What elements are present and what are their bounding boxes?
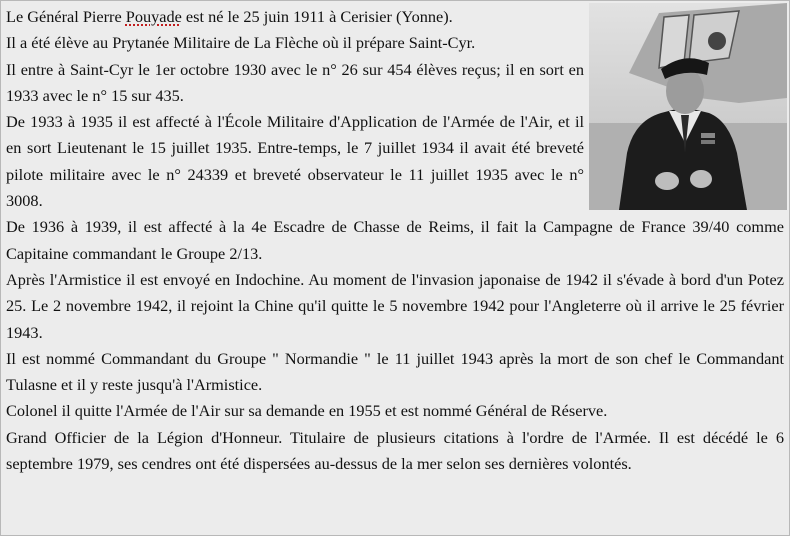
paragraph-saint-cyr: Il entre à Saint-Cyr le 1er octobre 1930 avec le n° 26 sur 454 élèves reçus; il en sort en 1933 avec le n° 15 sur 435.: [6, 59, 584, 105]
paragraph-birth: [6, 4, 584, 30]
paragraph-escadre: De 1936 à 1939, il est affecté à la 4e Escadre de Chasse de Reims, il fait la Campagne de France 39/40 comme Capitaine commandant le Groupe 2/13.: [6, 217, 784, 263]
biography-text: [6, 4, 784, 477]
spellcheck-underlined-name: Pouyade: [125, 7, 182, 26]
paragraph-ecole-militaire: De 1933 à 1935 il est affecté à l'École Militaire d'Application de l'Armée de l'Air, et il en sort Lieutenant le 15 juillet 1935. Entre-temps, le 7 juillet 1934 il avait été breveté pilote militaire avec le n° 24339 et breveté observateur le 11 juillet 1935 avec le n° 3008.: [6, 112, 584, 211]
paragraph-legion-honneur: Grand Officier de la Légion d'Honneur. Titulaire de plusieurs citations à l'ordre de l'Armée. Il est décédé le 6 septembre 1979, ses cendres ont été dispersées au-dessus de la mer selon ses dernières volontés.: [6, 427, 784, 474]
intro-prefix: Le Général Pierre: [6, 7, 126, 26]
paragraph-normandie: Il est nommé Commandant du Groupe " Normandie " le 11 juillet 1943 après la mort de son chef le Commandant Tulasne et il y reste jusqu'à l'Armistice.: [6, 348, 784, 395]
intro-suffix: est né le 25 juin 1911 à Cerisier (Yonne).: [181, 7, 453, 26]
paragraph-colonel: Colonel il quitte l'Armée de l'Air sur sa demande en 1955 et est nommé Général de Réserve.: [6, 401, 608, 421]
paragraph-indochine: Après l'Armistice il est envoyé en Indochine. Au moment de l'invasion japonaise de 1942 il s'évade à bord d'un Potez 25. Le 2 novembre 1942, il rejoint la Chine qu'il quitte le 5 novembre 1942 pour l'Angleterre où il arrive le 25 février 1943.: [6, 269, 784, 342]
paragraph-prytanee: Il a été élève au Prytanée Militaire de La Flèche où il prépare Saint-Cyr.: [6, 33, 476, 53]
